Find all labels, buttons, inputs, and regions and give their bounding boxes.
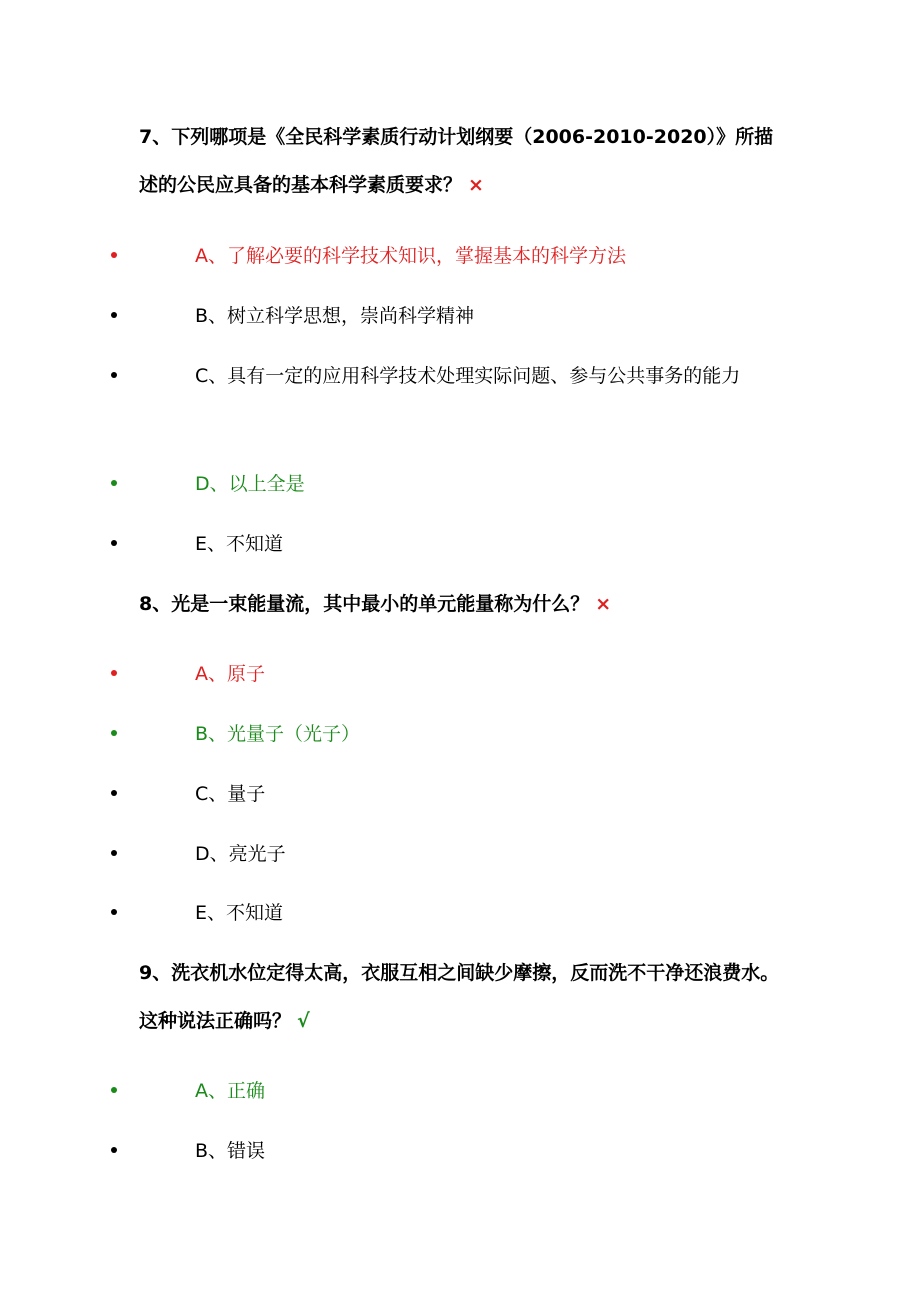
option-label: C、量子 — [195, 783, 266, 805]
option-label: C、具有一定的应用科学技术处理实际问题、参与公共事务的能力 — [195, 365, 741, 387]
option-7d[interactable] — [0, 460, 920, 508]
option-label: B、错误 — [195, 1140, 266, 1162]
option-label: E、不知道 — [195, 533, 284, 555]
bullet-icon — [111, 790, 117, 796]
bullet-icon — [111, 372, 117, 378]
option-8a[interactable] — [0, 650, 920, 698]
option-8d[interactable] — [0, 830, 920, 878]
bullet-icon — [111, 730, 117, 736]
option-9a[interactable] — [0, 1067, 920, 1115]
bullet-icon — [111, 312, 117, 318]
question-9-text: 9、洗衣机水位定得太高，衣服互相之间缺少摩擦，反而洗不干净还浪费水。这种说法正确吗？ — [139, 962, 780, 1032]
option-8e[interactable] — [0, 889, 920, 937]
bullet-icon — [111, 252, 117, 258]
option-label: D、亮光子 — [195, 843, 286, 865]
bullet-icon — [111, 1147, 117, 1153]
bullet-icon — [111, 1087, 117, 1093]
option-8b[interactable] — [0, 710, 920, 758]
question-7-text: 7、下列哪项是《全民科学素质行动计划纲要（2006-2010-2020）》所描述的公民应具备的基本科学素质要求？ — [139, 126, 774, 196]
option-8c[interactable] — [0, 770, 920, 818]
wrong-mark-icon: × — [595, 593, 612, 615]
option-label: B、树立科学思想，崇尚科学精神 — [195, 305, 475, 327]
option-9b[interactable] — [0, 1127, 920, 1175]
option-label: A、原子 — [195, 663, 265, 685]
bullet-icon — [111, 909, 117, 915]
bullet-icon — [111, 480, 117, 486]
option-label: E、不知道 — [195, 902, 284, 924]
bullet-icon — [111, 670, 117, 676]
option-label: A、了解必要的科学技术知识，掌握基本的科学方法 — [195, 245, 626, 267]
bullet-icon — [111, 540, 117, 546]
option-7c[interactable] — [0, 352, 920, 400]
bullet-icon — [111, 850, 117, 856]
wrong-mark-icon: × — [468, 174, 484, 196]
question-9 — [139, 949, 789, 1045]
option-7b[interactable] — [0, 292, 920, 340]
option-label: B、光量子（光子） — [195, 723, 361, 745]
question-8-text: 8、光是一束能量流，其中最小的单元能量称为什么？ — [139, 593, 590, 615]
option-label: D、以上全是 — [195, 473, 305, 495]
option-label: A、正确 — [195, 1080, 265, 1102]
option-7a[interactable] — [0, 232, 920, 280]
question-8 — [139, 580, 789, 628]
check-mark-icon: √ — [297, 1010, 310, 1032]
question-7 — [139, 113, 789, 209]
option-7e[interactable] — [0, 520, 920, 568]
